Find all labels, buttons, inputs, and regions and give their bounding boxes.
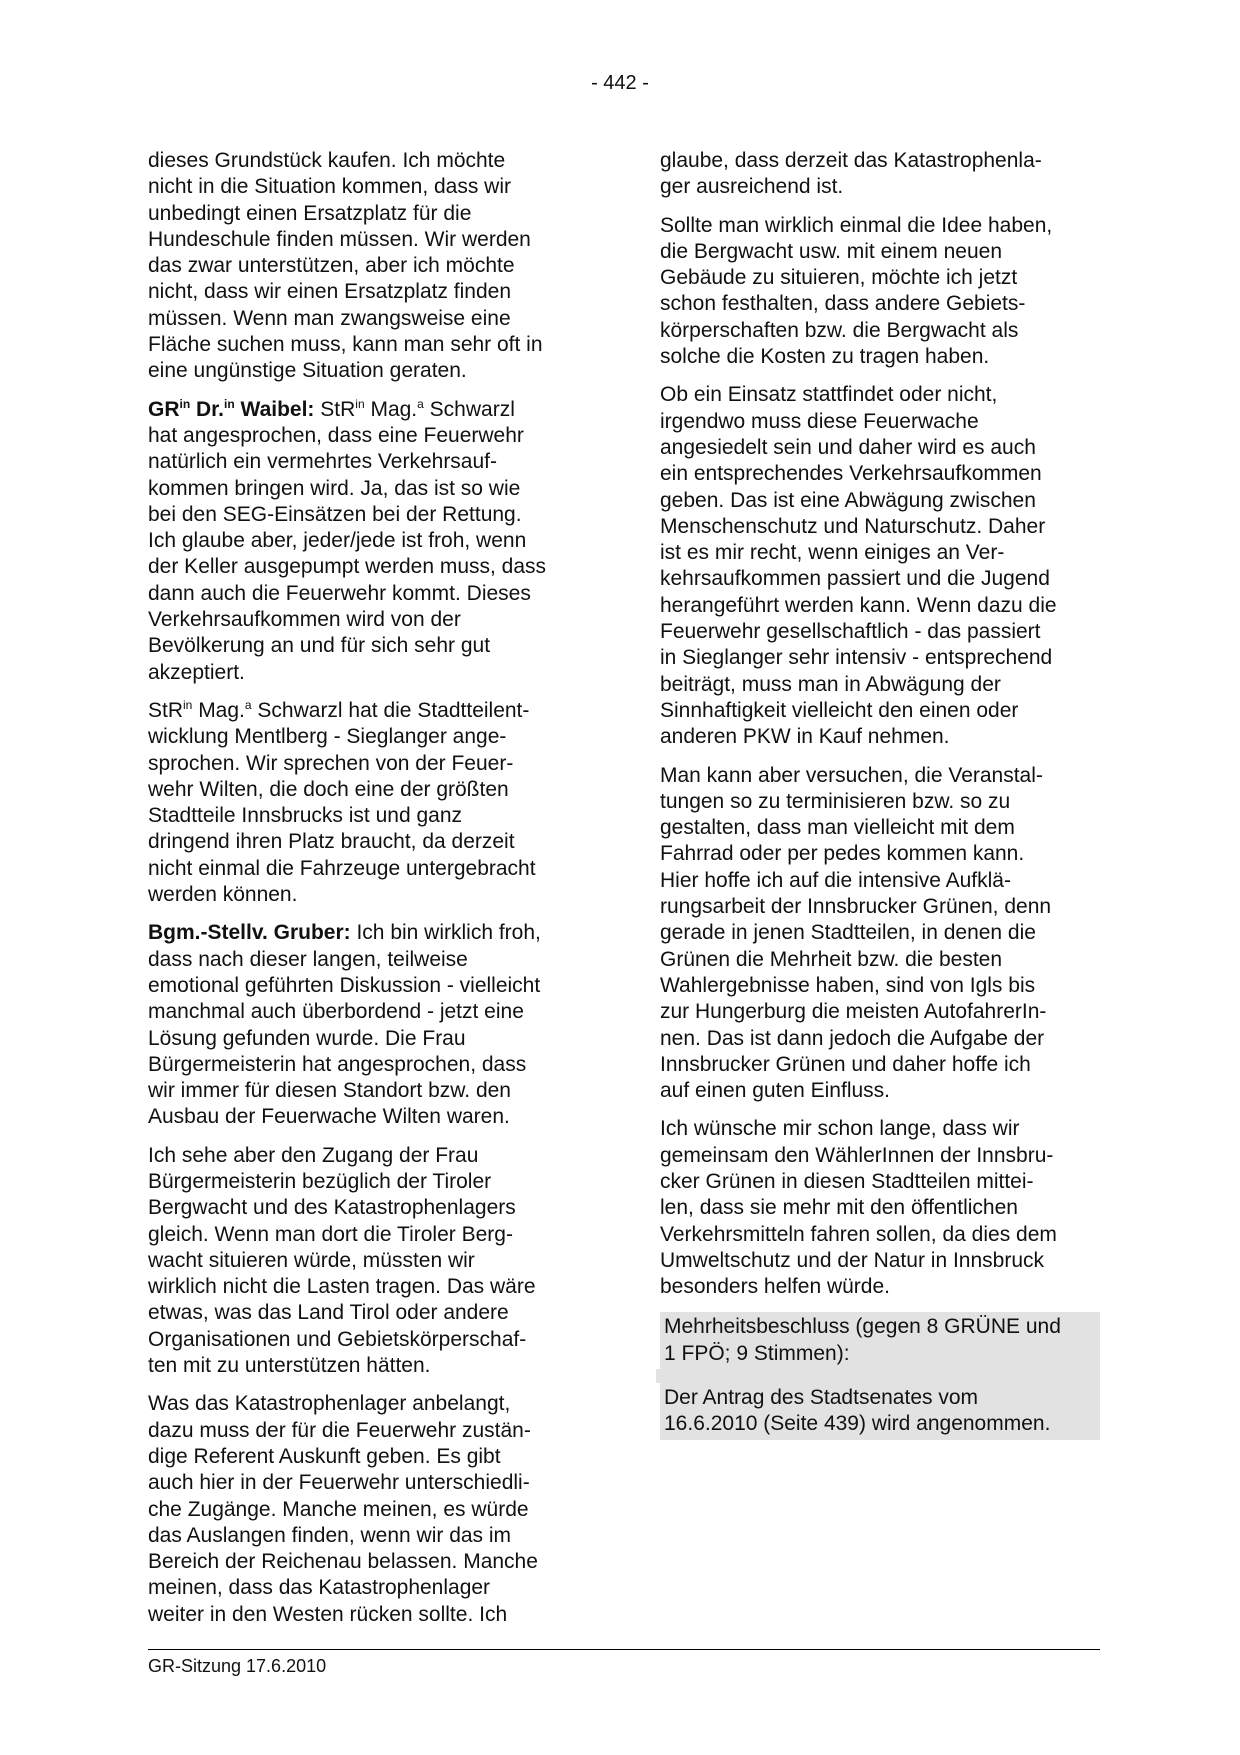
speaker-label: $GR^{in}$ Dr.$^{in}$ Waibel:: [148, 396, 315, 421]
paragraph: $GR^{in}$ Dr.$^{in}$ Waibel: StR$^{in}$ Mag.$^a$ Schwarzl hat angesprochen, dass eine Feuerwehr natürlich ein vermehrtes Verkehrsauf- kommen bringen wird. Ja, das ist so wie bei den SEG-Einsätzen bei der Rettung. Ich glaube aber, jeder/jede ist froh, wenn der Keller ausgepumpt werden muss, dass dann auch die Feuerwehr kommt. Dieses Verkehrsaufkommen wird von der Bevölkerung an und für sich sehr gut akzeptiert.: [148, 396, 547, 684]
paragraph: Sollte man wirklich einmal die Idee haben, die Bergwacht usw. mit einem neuen Gebäude zu situieren, möchte ich jetzt schon festhalten, dass andere Gebiets- körperschaften bzw. die Bergwacht als solche die Kosten zu tragen haben.: [660, 213, 1053, 369]
footer-divider: [148, 1649, 1100, 1650]
paragraph: StR$^{in}$ Mag.$^a$ Schwarzl hat die Stadtteilent- wicklung Mentlberg - Sieglanger ange- sprochen. Wir sprechen von der Feuer- wehr Wilten, die doch eine der größten Stadtteile Innsbrucks ist und ganz dringend ihren Platz braucht, da derzeit nicht einmal die Fahrzeuge untergebracht werden können.: [148, 697, 536, 907]
paragraph: Was das Katastrophenlager anbelangt, dazu muss der für die Feuerwehr zustän- dige Referent Auskunft geben. Es gibt auch hier in der Feuerwehr unterschiedli- che Zugänge. Manche meinen, es würde das Auslangen finden, wenn wir das im Bereich der Reichenau belassen. Manche meinen, dass das Katastrophenlager weiter in den Westen rücken sollte. Ich: [148, 1392, 538, 1626]
paragraph: Ich wünsche mir schon lange, dass wir gemeinsam den WählerInnen der Innsbru- cker Grünen in diesen Stadtteilen mittei- len, dass sie mehr mit den öffentlichen Verkehrsmitteln fahren sollen, da dies dem Umweltschutz und der Natur in Innsbruck besonders helfen würde.: [660, 1117, 1057, 1299]
page-number: - 442 -: [591, 72, 649, 94]
paragraph: glaube, dass derzeit das Katastrophenla- ger ausreichend ist.: [660, 149, 1042, 199]
footer: GR-Sitzung 17.6.2010: [148, 1656, 327, 1676]
paragraph: Ob ein Einsatz stattfindet oder nicht, irgendwo muss diese Feuerwache angesiedelt sein und daher wird es auch ein entsprechendes Verkehrsaufkommen geben. Das ist eine Abwägung zwischen Menschenschutz und Naturschutz. Daher ist es mir recht, wenn einiges an Ver- kehrsaufkommen passiert und die Jugend herangeführt werden kann. Wenn dazu die Feuerwehr gesellschaftlich - das passiert in Sieglanger sehr intensiv - entsprechend beiträgt, muss man in Abwägung der Sinnhaftigkeit vielleicht den einen oder anderen PKW in Kauf nehmen.: [660, 383, 1057, 749]
right-column: [660, 148, 1100, 1440]
paragraph: Bgm.-Stellv. Gruber: Ich bin wirklich froh, dass nach dieser langen, teilweise emotional geführten Diskussion - vielleicht manchmal auch überbordend - jetzt eine Lösung gefunden wurde. Die Frau Bürgermeisterin hat angesprochen, dass wir immer für diesen Standort bzw. den Ausbau der Feuerwache Wilten waren.: [148, 921, 541, 1129]
resolution-vote: Mehrheitsbeschluss (gegen 8 GRÜNE und 1 FPÖ; 9 Stimmen):: [660, 1312, 1100, 1369]
paragraph: Man kann aber versuchen, die Veranstal- tungen so zu terminisieren bzw. so zu gestalten, dass man vielleicht mit dem Fahrrad oder per pedes kommen kann. Hier hoffe ich auf die intensive Aufklä- rungsarbeit der Innsbrucker Grünen, denn gerade in jenen Stadtteilen, in denen die Grünen die Mehrheit bzw. die besten Wahlergebnisse haben, sind von Igls bis zur Hungerburg die meisten AutofahrerIn- nen. Das ist dann jedoch die Aufgabe der Innsbrucker Grünen und daher hoffe ich auf einen guten Einfluss.: [660, 763, 1052, 1103]
left-column: [148, 148, 588, 1640]
paragraph: Ich sehe aber den Zugang der Frau Bürgermeisterin bezüglich der Tiroler Bergwacht und des Katastrophenlagers gleich. Wenn man dort die Tiroler Berg- wacht situieren würde, müssten wir wirklich nicht die Lasten tragen. Das wäre etwas, was das Land Tirol oder andere Organisationen und Gebietskörperschaf- ten mit zu unterstützen hätten.: [148, 1143, 536, 1378]
resolution-text: Der Antrag des Stadtsenates vom 16.6.2010 (Seite 439) wird angenommen.: [660, 1383, 1100, 1440]
paragraph: dieses Grundstück kaufen. Ich möchte nicht in die Situation kommen, dass wir unbedingt einen Ersatzplatz für die Hundeschule finden müssen. Wir werden das zwar unterstützen, aber ich möchte nicht, dass wir einen Ersatzplatz finden müssen. Wenn man zwangsweise eine Fläche suchen muss, kann man sehr oft in eine ungünstige Situation geraten.: [148, 149, 543, 383]
resolution-block: [660, 1312, 1100, 1439]
speaker-label: Bgm.-Stellv. Gruber:: [148, 921, 351, 945]
